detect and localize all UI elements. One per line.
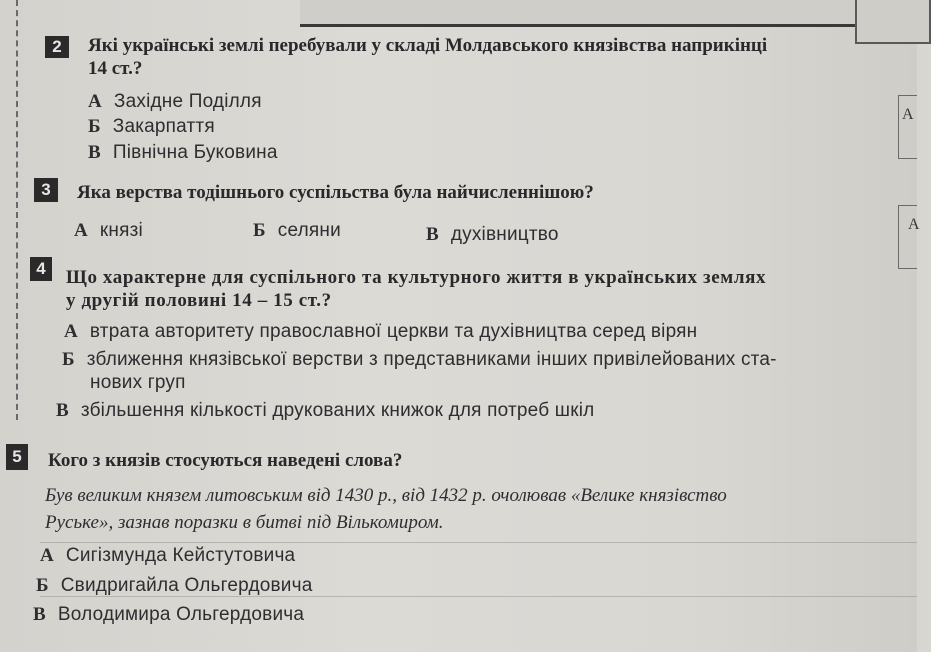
- option-letter: В: [56, 400, 69, 421]
- question-number-badge: 5: [6, 444, 28, 470]
- option-a[interactable]: [64, 320, 904, 343]
- option-letter: В: [88, 142, 101, 163]
- answer-box-letter-2: А: [908, 216, 920, 233]
- quote-line: Руське», зазнав поразки в битві під Вількомиром.: [45, 512, 444, 533]
- question-5-text: Кого з князів стосуються наведені слова?: [48, 450, 403, 471]
- question-text-line: Які українські землі перебували у складі Молдавського князівства наприкінці: [88, 35, 768, 56]
- option-v[interactable]: [426, 223, 559, 246]
- option-a[interactable]: [74, 219, 143, 242]
- option-letter: Б: [62, 349, 75, 370]
- question-3-text: Яка верства тодішнього суспільства була найчисленнішою?: [77, 182, 594, 203]
- question-4-text: [66, 266, 896, 312]
- question-text-line: у другій половині 14 – 15 ст.?: [66, 290, 332, 311]
- answer-box-letter-1: А: [902, 106, 914, 123]
- question-number-badge: 2: [45, 36, 69, 58]
- option-letter: Б: [253, 220, 266, 241]
- option-text: селяни: [277, 220, 341, 241]
- option-b[interactable]: [62, 348, 902, 394]
- option-v[interactable]: [88, 141, 278, 164]
- question-2-text: [88, 34, 878, 80]
- answer-box-right-1: [898, 95, 917, 159]
- option-text: Свидригайла Ольгердовича: [60, 575, 313, 596]
- option-text: Західне Поділля: [113, 91, 262, 112]
- option-letter: А: [88, 91, 102, 112]
- option-letter: Б: [88, 116, 101, 137]
- question-text-line: Що характерне для суспільного та культурного життя в українських землях: [66, 267, 767, 288]
- quote-block: [45, 482, 907, 536]
- option-v[interactable]: [56, 399, 896, 422]
- option-text: Закарпаття: [112, 116, 215, 137]
- option-text: збільшення кількості друкованих книжок для потреб шкіл: [80, 400, 595, 421]
- option-letter: А: [40, 545, 54, 566]
- question-number-badge: 3: [34, 178, 58, 202]
- option-letter: Б: [36, 575, 49, 596]
- option-b[interactable]: [253, 219, 341, 242]
- option-b[interactable]: [36, 574, 312, 597]
- quote-line: Був великим князем литовським від 1430 р., від 1432 р. очолював «Велике князівство: [45, 485, 727, 506]
- answer-box-right-2: [898, 205, 917, 269]
- question-number-badge: 4: [30, 257, 52, 281]
- option-b[interactable]: [88, 115, 215, 138]
- option-text: Володимира Ольгердовича: [57, 604, 305, 625]
- option-text: духівництво: [450, 224, 559, 245]
- option-text: втрата авторитету православної церкви та духівництва серед вірян: [89, 321, 698, 342]
- option-text: Сигізмунда Кейстутовича: [65, 545, 296, 566]
- dashed-cut-line: [16, 0, 18, 420]
- option-text: зближення князівської верстви з представниками інших привілейованих ста-: [86, 349, 777, 370]
- option-letter: А: [74, 220, 88, 241]
- question-text-line: 14 ст.?: [88, 58, 143, 79]
- option-a[interactable]: [40, 544, 295, 567]
- option-v[interactable]: [33, 603, 304, 626]
- option-text-continued: нових груп: [90, 372, 186, 393]
- option-text: князі: [99, 220, 143, 241]
- option-a[interactable]: [88, 90, 262, 113]
- option-letter: В: [33, 604, 46, 625]
- top-border-bar: [300, 0, 860, 27]
- option-text: Північна Буковина: [112, 142, 278, 163]
- option-letter: В: [426, 224, 439, 245]
- option-letter: А: [64, 321, 78, 342]
- page-rule-line: [40, 542, 917, 543]
